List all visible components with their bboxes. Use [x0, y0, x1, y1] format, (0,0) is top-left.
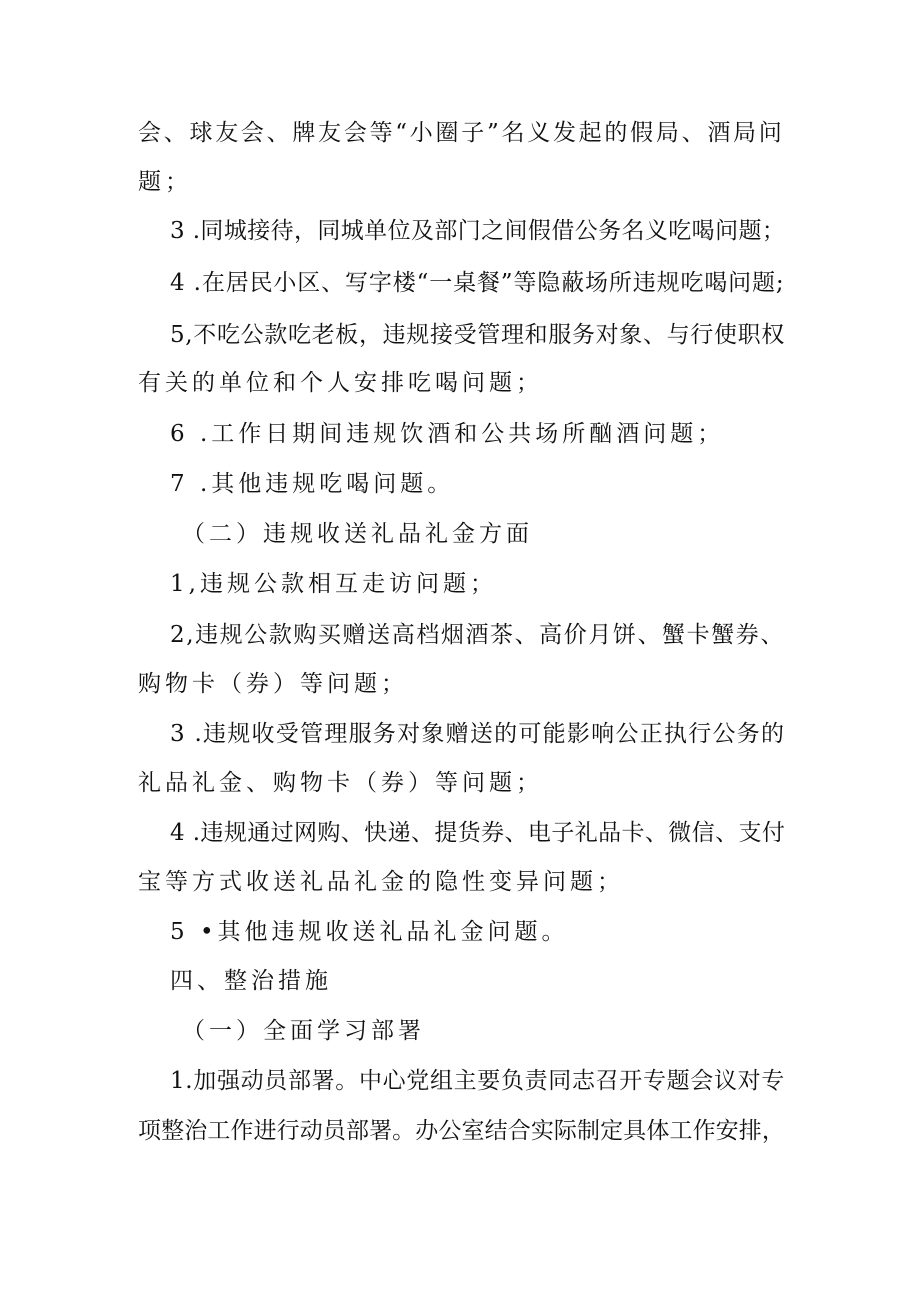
text-line: 宝等方式收送礼品礼金的隐性变异问题；	[138, 869, 624, 895]
text-line: 3 .同城接待，同城单位及部门之间假借公务名义吃喝问题；	[170, 218, 786, 244]
text-line: 1.加强动员部署。中心党组主要负责同志召开专题会议对专	[170, 1068, 785, 1094]
section-heading: 四、整治措施	[170, 968, 332, 994]
text-line: 购物卡（券）等问题；	[138, 671, 408, 697]
text-line: 4 .违规通过网购、快递、提货券、电子礼品卡、微信、支付	[170, 820, 786, 846]
text-line: 7 .其他违规吃喝问题。	[170, 471, 455, 497]
text-line: 题；	[138, 169, 192, 195]
text-line: 1,违规公款相互走访问题；	[170, 571, 497, 597]
section-heading: （二）违规收送礼品礼金方面	[182, 521, 533, 547]
text-line: 5,不吃公款吃老板，违规接受管理和服务对象、与行使职权	[170, 322, 785, 348]
text-line: 3 .违规收受管理服务对象赠送的可能影响公正执行公务的	[170, 721, 786, 747]
text-line: 项整治工作进行动员部署。办公室结合实际制定具体工作安排，	[138, 1118, 785, 1144]
section-heading: （一）全面学习部署	[182, 1018, 425, 1044]
text-line: 5 •其他违规收送礼品礼金问题。	[170, 919, 569, 945]
text-line: 4 .在居民小区、写字楼“一桌餐”等隐蔽场所违规吃喝问题;	[170, 270, 785, 296]
text-line: 2,违规公款购买赠送高档烟酒茶、高价月饼、蟹卡蟹券、	[170, 622, 785, 648]
text-line: 6 .工作日期间违规饮酒和公共场所酗酒问题；	[170, 421, 725, 447]
text-line: 礼品礼金、购物卡（券）等问题；	[138, 770, 543, 796]
text-line: 会、球友会、牌友会等“小圈子”名义发起的假局、酒局问	[138, 120, 785, 146]
text-line: 有关的单位和个人安排吃喝问题；	[138, 370, 543, 396]
